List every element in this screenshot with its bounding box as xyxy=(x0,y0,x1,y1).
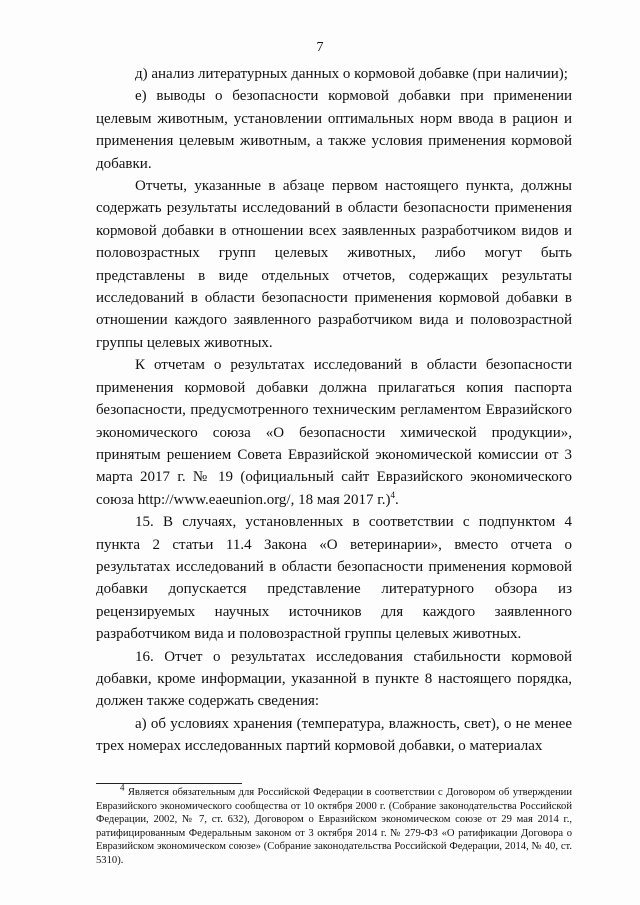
page-number: 7 xyxy=(316,40,324,55)
paragraph-item-16 xyxy=(96,646,572,713)
paragraph-text-tail: . xyxy=(395,491,399,508)
paragraph-text: а) об условиях хранения (температура, влажность, свет), о не менее трех номерах исследованных партий кормовой добавки, о материалах xyxy=(96,715,572,755)
paragraph-a-storage-conditions xyxy=(96,713,572,758)
footnote xyxy=(96,782,572,868)
paragraph-safety-passport xyxy=(96,354,572,511)
paragraph-e-conclusions xyxy=(96,85,572,175)
footnote-text: Является обязательным для Российской Федерации в соответствии с Договором об утверждении Евразийского экономического сообщества от 10 октября 2000 г. (Собрание законодательства Российской Федерации, 2002, № 7, ст. 632), Договором о Евразийском экономическом союзе от 29 мая 2014 г., ратифицированным Федеральным законом от 3 октября 2014 г. № 279-ФЗ «О ратификации Договора о Евразийском экономическом союзе» (Собрание законодательства Российской Федерации, 2014, № 40, ст. 5310). xyxy=(96,787,572,866)
paragraph-item-15 xyxy=(96,511,572,645)
paragraph-text: д) анализ литературных данных о кормовой добавке (при наличии); xyxy=(135,66,568,82)
paragraph-text: 16. Отчет о результатах исследования стабильности кормовой добавки, кроме информации, указанной в пункте 8 настоящего порядка, должен также содержать сведения: xyxy=(96,648,572,710)
paragraph-text: Отчеты, указанные в абзаце первом настоящего пункта, должны содержать результаты исследований в области безопасности применения кормовой добавки в отношении всех заявленных разработчиком видов и половозрастных групп целевых животных, либо могут быть представлены в виде отдельных отчетов, содержащих результаты исследований в области безопасности применения кормовой добавки в отношении каждого заявленного разработчиком вида и половозрастной группы целевых животных. xyxy=(96,178,572,351)
footnote-divider xyxy=(96,783,242,784)
paragraph-text: К отчетам о результатах исследований в области безопасности применения кормовой добавки должна прилагаться копия паспорта безопасности, предусмотренного техническим регламентом Евразийского экономического союза «О безопасности химической продукции», принятым решением Совета Евразийской экономической комиссии от 3 марта 2017 г. № 19 (официальный сайт Евразийского экономического союза http://www.eaeunion.org/, 18 мая 2017 г.) xyxy=(96,357,572,508)
footnote-marker: 4 xyxy=(120,782,125,793)
paragraph-text: е) выводы о безопасности кормовой добавки при применении целевым животным, установлении оптимальных норм ввода в рацион и применения целевым животным, а также условия применения кормовой добавки. xyxy=(96,88,572,172)
body-text xyxy=(96,63,572,758)
paragraph-text: 15. В случаях, установленных в соответствии с подпунктом 4 пункта 2 статьи 11.4 Закона «О ветеринарии», вместо отчета о результатах исследований в области безопасности применения кормовой добавки допускается представление литературного обзора из рецензируемых научных источников для каждого заявленного разработчиком вида и половозрастной группы целевых животных. xyxy=(96,514,572,643)
paragraph-d-literature-analysis xyxy=(96,63,572,85)
footnote-reference[interactable]: 4 xyxy=(390,489,395,500)
footnote-paragraph xyxy=(96,782,572,868)
paragraph-reports-content xyxy=(96,175,572,354)
